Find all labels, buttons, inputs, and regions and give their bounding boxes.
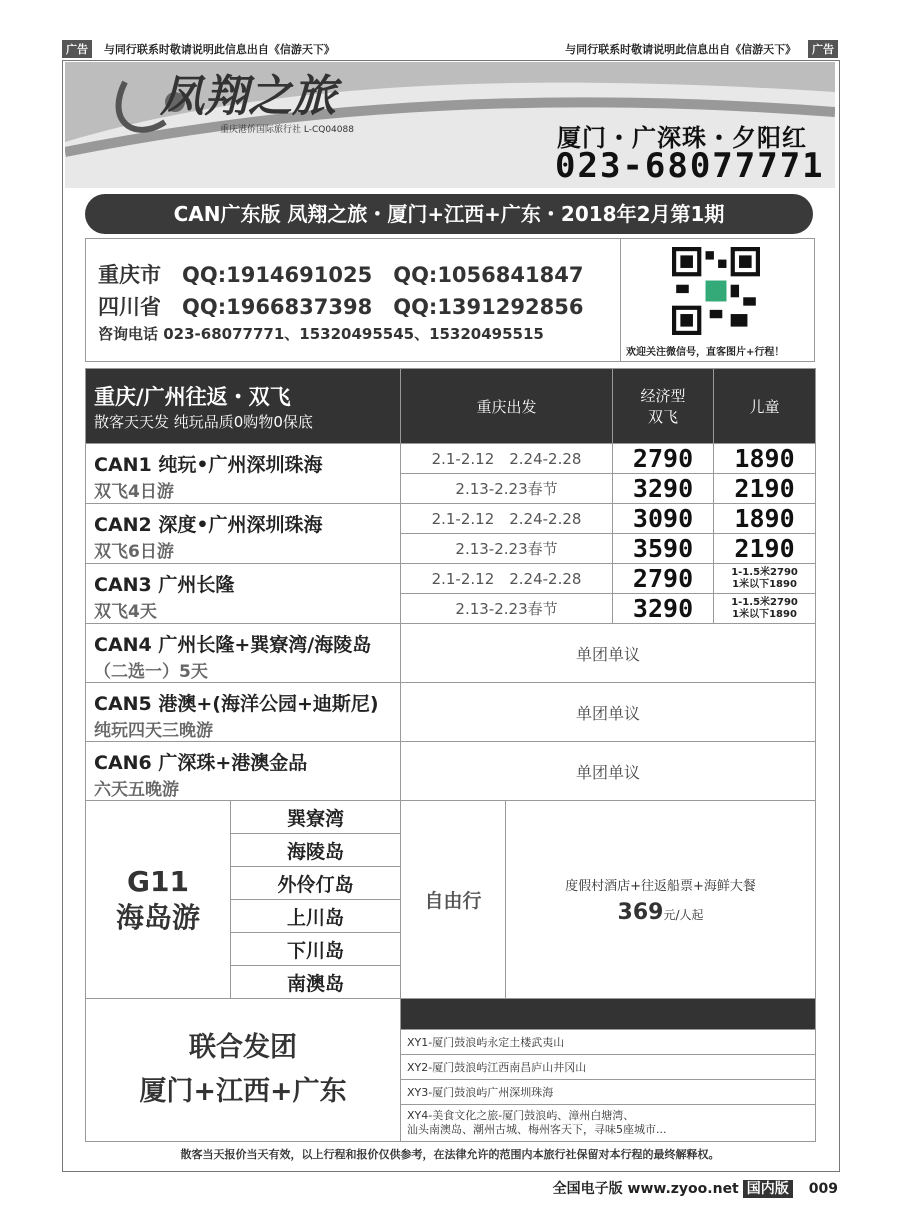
top-bar [62, 40, 838, 58]
island-title: 海岛游 [115, 900, 200, 934]
disclaimer: 散客当天报价当天有效，以上行程和报价仅供参考，在法律允许的范围内本旅行社保留对本行程的最终解释权。 [180, 1148, 720, 1161]
joint-regions: 厦门+江西+广东 [139, 1076, 347, 1107]
top-left [62, 40, 335, 58]
product-can5 [86, 683, 401, 742]
joint-item-line1: XY4-美食文化之旅-厦门鼓浪屿、漳州白塘湾、 [407, 1109, 635, 1122]
header-econ [613, 369, 714, 444]
qr-caption: 欢迎关注微信号，直客图片+行程！ [626, 347, 785, 358]
banner [65, 62, 835, 188]
company-license: 重庆港侨国际旅行社 L-CQ04088 [220, 125, 354, 135]
contact-sichuan: 四川省 QQ:1966837398 QQ:1391292856 [98, 295, 584, 319]
joint-item: XY3-厦门鼓浪屿广州深圳珠海 [401, 1080, 816, 1105]
contact-chongqing: 重庆市 QQ:1914691025 QQ:1056841847 [98, 263, 584, 287]
negotiable-note: 单团单议 [401, 624, 816, 683]
island-label [86, 801, 231, 999]
price: 3590 [613, 534, 714, 564]
contact-phones: 咨询电话 023-68077771、15320495545、15320495515 [98, 325, 544, 343]
date-range: 2.1-2.12 2.24-2.28 [401, 564, 613, 594]
top-right [565, 40, 838, 58]
product-can1 [86, 444, 401, 504]
hotline: 023-68077771 [555, 146, 825, 186]
island-name: 下川岛 [231, 933, 401, 966]
header-econ-1: 经济型 [640, 387, 686, 405]
offer-unit: 元/人起 [663, 907, 704, 922]
top-notice: 与同行联系时敬请说明此信息出自《信游天下》 [103, 43, 335, 56]
divider [620, 239, 621, 361]
negotiable-note: 单团单议 [401, 683, 816, 742]
table-row [86, 742, 816, 801]
island-row [86, 801, 816, 834]
child-price-tier1: 1-1.5米2790 [731, 566, 798, 578]
child-price-tier1: 1-1.5米2790 [731, 596, 798, 608]
child-price: 1890 [714, 504, 816, 534]
negotiable-note: 单团单议 [401, 742, 816, 801]
header-route [86, 369, 401, 444]
contact-box [85, 238, 815, 362]
product-can2 [86, 504, 401, 564]
table-row [86, 683, 816, 742]
product-name: CAN4 广州长隆+巽寮湾/海陵岛 [94, 634, 372, 656]
date-range: 2.13-2.23春节 [401, 534, 613, 564]
island-name: 巽寮湾 [231, 801, 401, 834]
qr-code-icon [672, 247, 760, 335]
table-row [86, 564, 816, 594]
page-number: 009 [808, 1181, 838, 1197]
joint-item [401, 1105, 816, 1142]
product-name: CAN1 纯玩•广州深圳珠海 [94, 454, 323, 476]
product-sub: 纯玩四天三晚游 [94, 721, 213, 741]
offer-text: 度假村酒店+往返船票+海鲜大餐 [565, 878, 756, 894]
offer-price: 369 [617, 899, 664, 925]
island-type: 自由行 [401, 801, 506, 999]
island-name: 上川岛 [231, 900, 401, 933]
date-range: 2.1-2.12 2.24-2.28 [401, 444, 613, 474]
product-can4 [86, 624, 401, 683]
issue-title: CAN广东版 凤翔之旅・厦门+江西+广东・2018年2月第1期 [85, 194, 813, 234]
joint-item: XY1-厦门鼓浪屿永定土楼武夷山 [401, 1030, 816, 1055]
table-header [86, 369, 816, 444]
header-depart: 重庆出发 [401, 369, 613, 444]
child-price-tier2: 1米以下1890 [732, 578, 797, 590]
island-name: 外伶仃岛 [231, 867, 401, 900]
product-name: CAN5 港澳+(海洋公园+迪斯尼) [94, 693, 379, 715]
product-sub: 双飞4天 [94, 602, 157, 622]
price: 2790 [613, 564, 714, 594]
price: 3290 [613, 474, 714, 504]
date-range: 2.1-2.12 2.24-2.28 [401, 504, 613, 534]
routes-title: 厦门・广深珠・夕阳红 [557, 124, 807, 152]
price: 3290 [613, 594, 714, 624]
header-title: 重庆/广州往返・双飞 [94, 384, 291, 409]
table-row [86, 624, 816, 683]
price: 2790 [613, 444, 714, 474]
island-code: G11 [127, 864, 189, 898]
logo: 凤翔之旅 [160, 71, 336, 122]
ad-tag-right: 广告 [808, 40, 838, 58]
product-name: CAN6 广深珠+港澳金品 [94, 752, 308, 774]
site-link[interactable]: 全国电子版 www.zyoo.net [552, 1181, 739, 1197]
table-row [86, 444, 816, 474]
island-offer [506, 801, 816, 999]
joint-label [86, 999, 401, 1142]
product-sub: 双飞4日游 [94, 482, 174, 502]
joint-header-bar [401, 999, 816, 1030]
child-price [714, 564, 816, 594]
island-name: 海陵岛 [231, 834, 401, 867]
ad-tag: 广告 [62, 40, 92, 58]
joint-item: XY2-厦门鼓浪屿江西南昌庐山井冈山 [401, 1055, 816, 1080]
price-table [85, 368, 816, 1142]
product-can3 [86, 564, 401, 624]
child-price: 1890 [714, 444, 816, 474]
product-name: CAN2 深度•广州深圳珠海 [94, 514, 323, 536]
island-name: 南澳岛 [231, 966, 401, 999]
child-price: 2190 [714, 474, 816, 504]
joint-item-line2: 汕头南澳岛、潮州古城、梅州客天下，寻味5座城市... [407, 1123, 667, 1136]
product-can6 [86, 742, 401, 801]
header-econ-2: 双飞 [648, 408, 679, 426]
price: 3090 [613, 504, 714, 534]
header-child: 儿童 [714, 369, 816, 444]
date-range: 2.13-2.23春节 [401, 594, 613, 624]
edition-badge: 国内版 [743, 1180, 793, 1198]
top-notice-right: 与同行联系时敬请说明此信息出自《信游天下》 [565, 43, 797, 56]
date-range: 2.13-2.23春节 [401, 474, 613, 504]
product-sub: 六天五晚游 [94, 780, 179, 800]
product-name: CAN3 广州长隆 [94, 574, 235, 596]
header-subtitle: 散客天天发 纯玩品质0购物0保底 [94, 412, 313, 431]
product-sub: 双飞6日游 [94, 542, 174, 562]
bottom-bar [553, 1178, 838, 1198]
child-price-tier2: 1米以下1890 [732, 608, 797, 620]
table-row [86, 504, 816, 534]
product-sub: （二选一）5天 [94, 662, 208, 682]
joint-row [86, 999, 816, 1030]
child-price: 2190 [714, 534, 816, 564]
child-price [714, 594, 816, 624]
joint-title: 联合发团 [189, 1032, 297, 1063]
